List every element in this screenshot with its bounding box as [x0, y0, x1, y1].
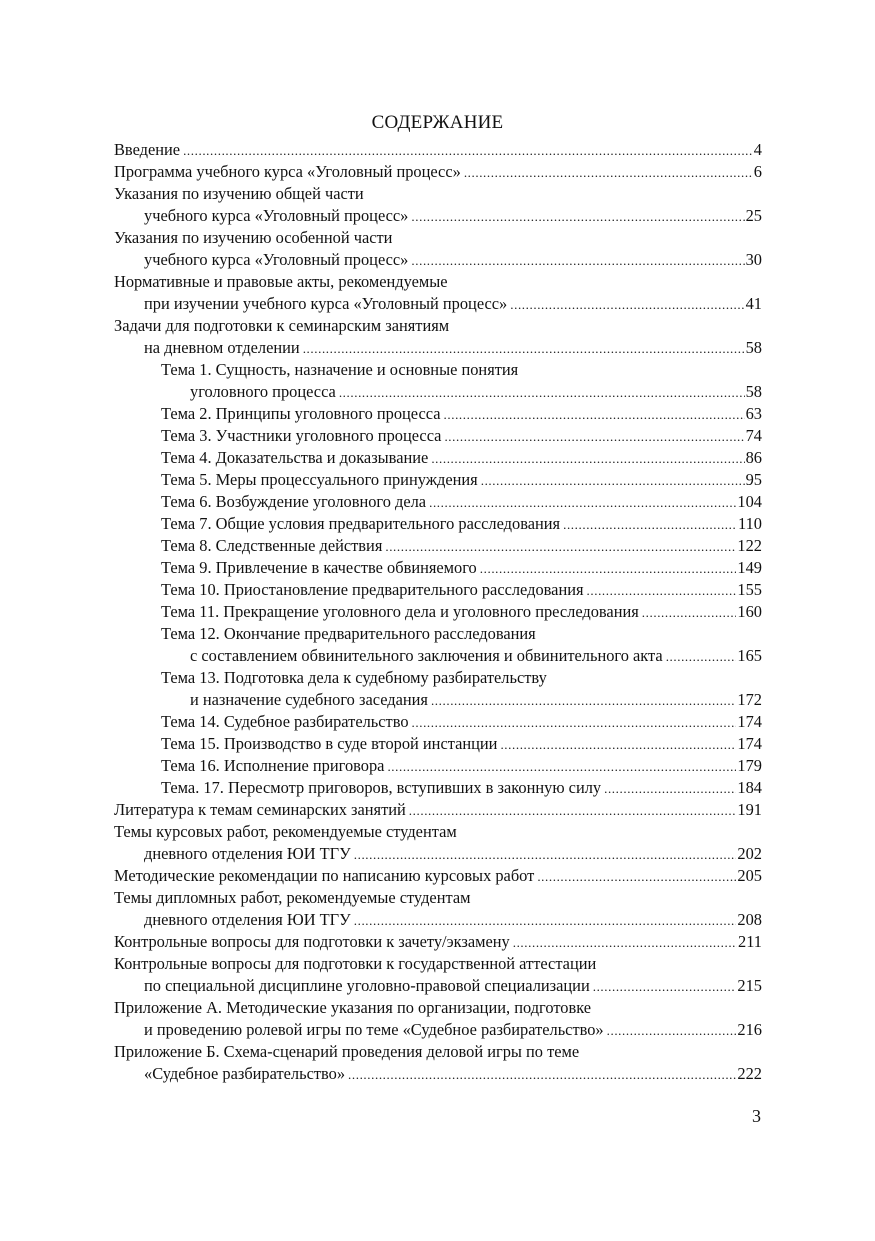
- toc-entry-title: уголовного процесса: [190, 382, 336, 401]
- toc-leader-dots: [513, 932, 737, 954]
- toc-entry-page: 6: [753, 162, 762, 181]
- toc-entry-page: 122: [737, 536, 762, 555]
- toc-entry-page: 191: [737, 800, 762, 819]
- toc-entry: [114, 645, 762, 667]
- toc-entry-title: Литература к темам семинарских занятий: [114, 800, 406, 819]
- toc-entry-title: учебного курса «Уголовный процесс»: [144, 206, 409, 225]
- toc-entry-title: Указания по изучению общей части: [114, 184, 364, 203]
- toc-entry-page: 110: [738, 514, 762, 533]
- toc-leader-dots: [409, 800, 737, 822]
- toc-entry-page: 86: [745, 448, 762, 467]
- toc-leader-dots: [412, 712, 737, 734]
- toc-entry: [114, 623, 762, 645]
- toc-leader-dots: [303, 338, 745, 360]
- toc-leader-dots: [537, 866, 736, 888]
- toc-leader-dots: [183, 140, 753, 162]
- toc-entry: [114, 359, 762, 381]
- page-title: СОДЕРЖАНИЕ: [371, 112, 504, 133]
- toc-entry-title: Методические рекомендации по написанию курсовых работ: [114, 866, 535, 885]
- toc-entry: [114, 315, 762, 337]
- toc-entry-page: 58: [745, 382, 762, 401]
- toc-entry: [114, 821, 762, 843]
- toc-entry: [114, 953, 762, 975]
- toc-entry: [114, 271, 762, 293]
- toc-leader-dots: [666, 646, 737, 668]
- toc-entry: [114, 557, 762, 579]
- toc-entry-page: 172: [737, 690, 762, 709]
- toc-entry-title: Темы дипломных работ, рекомендуемые студентам: [114, 888, 471, 907]
- toc-entry-title: по специальной дисциплине уголовно-правовой специализации: [144, 976, 590, 995]
- toc-entry-page: 205: [737, 866, 762, 885]
- toc-entry-title: Программа учебного курса «Уголовный процесс»: [114, 162, 461, 181]
- toc-entry-title: Тема 13. Подготовка дела к судебному разбирательству: [161, 668, 547, 687]
- toc-entry-title: Тема 15. Производство в суде второй инстанции: [161, 734, 498, 753]
- toc-entry-page: 174: [737, 712, 762, 731]
- toc-leader-dots: [500, 734, 736, 756]
- toc-leader-dots: [411, 250, 744, 272]
- toc-entry-title: Темы курсовых работ, рекомендуемые студентам: [114, 822, 457, 841]
- toc-entry-title: на дневном отделении: [144, 338, 300, 357]
- toc-leader-dots: [604, 778, 736, 800]
- toc-entry: [114, 183, 762, 205]
- table-of-contents: [114, 139, 762, 1085]
- toc-entry: [114, 733, 762, 755]
- toc-leader-dots: [480, 558, 737, 580]
- toc-entry: [114, 447, 762, 469]
- toc-entry: [114, 139, 762, 161]
- toc-leader-dots: [444, 426, 744, 448]
- toc-entry-title: Тема 5. Меры процессуального принуждения: [161, 470, 478, 489]
- toc-entry-title: с составлением обвинительного заключения и обвинительного акта: [190, 646, 663, 665]
- toc-leader-dots: [385, 536, 736, 558]
- toc-entry: [114, 293, 762, 315]
- toc-entry: [114, 337, 762, 359]
- toc-entry: [114, 425, 762, 447]
- toc-entry-title: Тема 2. Принципы уголовного процесса: [161, 404, 441, 423]
- toc-entry-page: 95: [745, 470, 762, 489]
- toc-entry-page: 216: [737, 1020, 762, 1039]
- toc-leader-dots: [411, 206, 744, 228]
- toc-entry: [114, 689, 762, 711]
- toc-entry-title: дневного отделения ЮИ ТГУ: [144, 910, 351, 929]
- toc-entry-page: 149: [737, 558, 762, 577]
- toc-entry-page: 104: [737, 492, 762, 511]
- toc-entry: [114, 513, 762, 535]
- toc-entry-title: Приложение Б. Схема-сценарий проведения деловой игры по теме: [114, 1042, 580, 1061]
- toc-entry-title: Задачи для подготовки к семинарским занятиям: [114, 316, 450, 335]
- toc-entry: [114, 601, 762, 623]
- toc-leader-dots: [607, 1020, 737, 1042]
- toc-entry-page: 58: [745, 338, 762, 357]
- toc-entry-title: Тема. 17. Пересмотр приговоров, вступивших в законную силу: [161, 778, 602, 797]
- toc-entry-title: Тема 1. Сущность, назначение и основные понятия: [161, 360, 519, 379]
- toc-entry: [114, 777, 762, 799]
- toc-entry: [114, 909, 762, 931]
- toc-entry: [114, 1019, 762, 1041]
- toc-entry-page: 4: [753, 140, 762, 159]
- toc-entry-page: 165: [737, 646, 762, 665]
- toc-leader-dots: [339, 382, 745, 404]
- toc-entry-title: Тема 10. Приостановление предварительного расследования: [161, 580, 584, 599]
- toc-entry-page: 30: [745, 250, 762, 269]
- toc-entry-page: 179: [737, 756, 762, 775]
- toc-entry: [114, 381, 762, 403]
- toc-entry: [114, 403, 762, 425]
- toc-leader-dots: [431, 448, 744, 470]
- toc-entry-page: 211: [738, 932, 762, 951]
- toc-entry-page: 184: [737, 778, 762, 797]
- toc-entry-page: 174: [737, 734, 762, 753]
- toc-leader-dots: [431, 690, 736, 712]
- toc-entry: [114, 491, 762, 513]
- toc-entry: [114, 535, 762, 557]
- toc-entry-title: Тема 14. Судебное разбирательство: [161, 712, 409, 731]
- toc-leader-dots: [510, 294, 744, 316]
- toc-entry-page: 202: [737, 844, 762, 863]
- toc-leader-dots: [642, 602, 737, 624]
- toc-leader-dots: [354, 844, 737, 866]
- toc-entry: [114, 997, 762, 1019]
- toc-entry-title: Тема 12. Окончание предварительного расследования: [161, 624, 536, 643]
- toc-entry: [114, 975, 762, 997]
- toc-entry-page: 215: [737, 976, 762, 995]
- toc-entry: [114, 227, 762, 249]
- toc-entry-page: 25: [745, 206, 762, 225]
- toc-leader-dots: [563, 514, 737, 536]
- toc-entry-title: учебного курса «Уголовный процесс»: [144, 250, 409, 269]
- toc-entry-title: и назначение судебного заседания: [190, 690, 428, 709]
- toc-leader-dots: [429, 492, 736, 514]
- toc-entry-title: и проведению ролевой игры по теме «Судебное разбирательство»: [144, 1020, 604, 1039]
- toc-entry: [114, 887, 762, 909]
- toc-entry-title: Введение: [114, 140, 181, 159]
- toc-leader-dots: [464, 162, 753, 184]
- toc-entry: [114, 161, 762, 183]
- toc-entry-title: при изучении учебного курса «Уголовный процесс»: [144, 294, 508, 313]
- toc-entry-title: Тема 11. Прекращение уголовного дела и уголовного преследования: [161, 602, 639, 621]
- toc-entry: [114, 1063, 762, 1085]
- toc-entry: [114, 843, 762, 865]
- toc-entry-title: дневного отделения ЮИ ТГУ: [144, 844, 351, 863]
- toc-entry: [114, 799, 762, 821]
- toc-entry-title: Тема 9. Привлечение в качестве обвиняемого: [161, 558, 477, 577]
- toc-entry-page: 160: [737, 602, 762, 621]
- toc-entry-title: Нормативные и правовые акты, рекомендуемые: [114, 272, 448, 291]
- toc-entry-page: 41: [745, 294, 762, 313]
- toc-entry-title: Указания по изучению особенной части: [114, 228, 393, 247]
- toc-entry-title: Тема 6. Возбуждение уголовного дела: [161, 492, 427, 511]
- toc-entry: [114, 469, 762, 491]
- toc-entry-title: Тема 7. Общие условия предварительного расследования: [161, 514, 561, 533]
- toc-entry-title: Тема 3. Участники уголовного процесса: [161, 426, 442, 445]
- toc-entry-title: Тема 16. Исполнение приговора: [161, 756, 385, 775]
- toc-entry: [114, 667, 762, 689]
- toc-entry-title: Тема 4. Доказательства и доказывание: [161, 448, 429, 467]
- toc-leader-dots: [481, 470, 745, 492]
- toc-leader-dots: [354, 910, 737, 932]
- toc-entry-title: Приложение А. Методические указания по организации, подготовке: [114, 998, 592, 1017]
- toc-entry-page: 63: [745, 404, 762, 423]
- toc-leader-dots: [387, 756, 736, 778]
- toc-entry: [114, 931, 762, 953]
- toc-entry: [114, 755, 762, 777]
- toc-leader-dots: [593, 976, 737, 998]
- toc-entry-title: Контрольные вопросы для подготовки к государственной аттестации: [114, 954, 597, 973]
- toc-entry: [114, 711, 762, 733]
- page-number: 3: [752, 1106, 761, 1126]
- toc-entry: [114, 865, 762, 887]
- toc-entry-page: 74: [745, 426, 762, 445]
- toc-leader-dots: [587, 580, 737, 602]
- toc-entry-title: Тема 8. Следственные действия: [161, 536, 383, 555]
- toc-entry: [114, 579, 762, 601]
- toc-entry-page: 155: [737, 580, 762, 599]
- toc-entry-title: «Судебное разбирательство»: [144, 1064, 346, 1083]
- toc-leader-dots: [444, 404, 745, 426]
- toc-leader-dots: [348, 1064, 736, 1086]
- toc-entry-page: 208: [737, 910, 762, 929]
- toc-entry: [114, 1041, 762, 1063]
- toc-entry: [114, 205, 762, 227]
- toc-entry-title: Контрольные вопросы для подготовки к зачету/экзамену: [114, 932, 510, 951]
- toc-entry: [114, 249, 762, 271]
- toc-entry-page: 222: [737, 1064, 762, 1083]
